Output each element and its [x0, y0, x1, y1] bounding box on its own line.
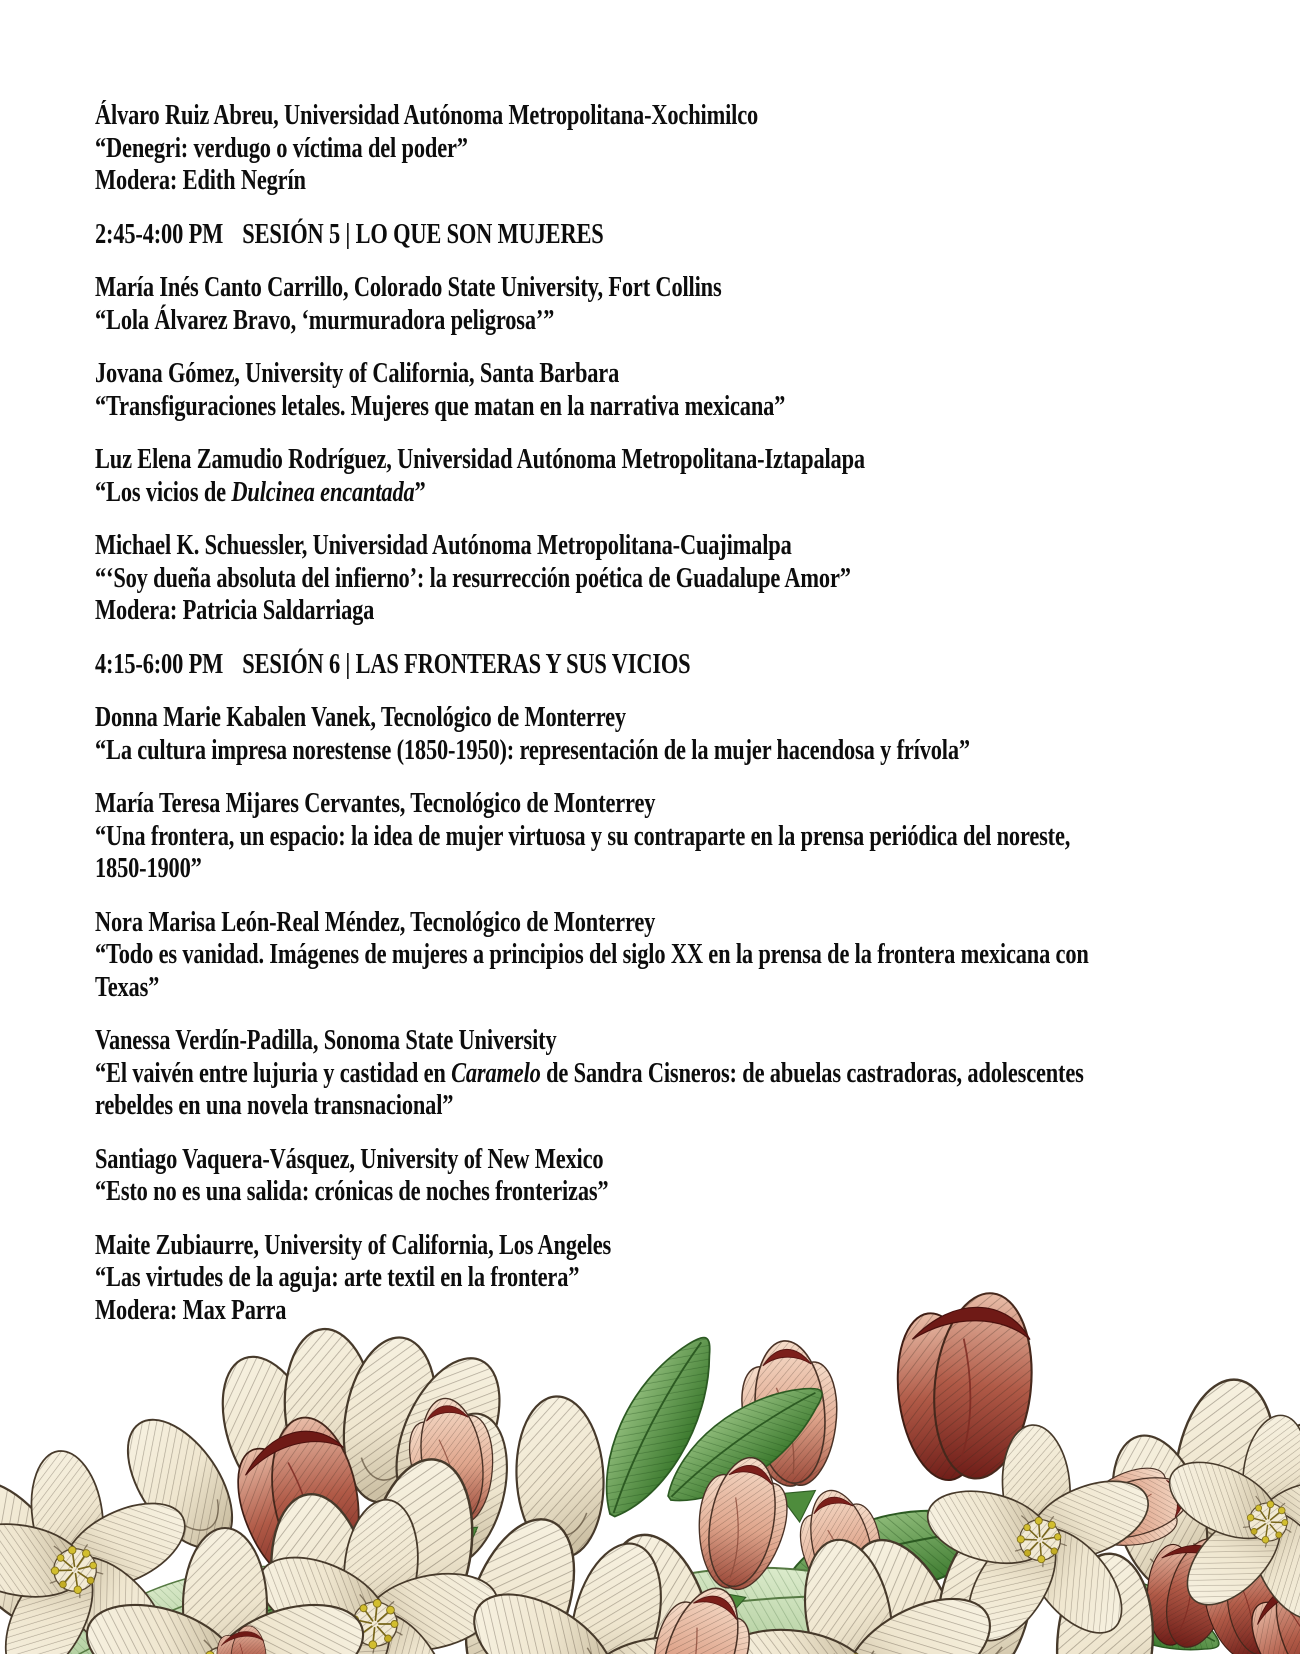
- botanical-illustration: [0, 1252, 1300, 1654]
- session-title: SESIÓN 5 | LO QUE SON MUJERES: [242, 218, 604, 250]
- entry-line: “Los vicios de Dulcinea encantada”: [95, 476, 426, 508]
- entry-line: Luz Elena Zamudio Rodríguez, Universidad Autónoma Metropolitana-Iztapalapa: [95, 444, 865, 475]
- entry-line: Álvaro Ruiz Abreu, Universidad Autónoma Metropolitana-Xochimilco: [95, 100, 759, 131]
- entry-line: Vanessa Verdín-Padilla, Sonoma State University: [95, 1025, 557, 1056]
- entry-line: “La cultura impresa norestense (1850-1950): representación de la mujer hacendosa y frívola”: [95, 734, 970, 766]
- program-entry: [95, 1025, 1300, 1123]
- entry-line: Santiago Vaquera-Vásquez, University of New Mexico: [95, 1143, 604, 1175]
- entry-line: Texas”: [95, 971, 160, 1003]
- entry-line: “Transfiguraciones letales. Mujeres que matan en la narrativa mexicana”: [95, 390, 786, 422]
- entry-line: Jovana Gómez, University of California, Santa Barbara: [95, 358, 620, 389]
- entry-line: rebeldes en una novela transnacional”: [95, 1090, 454, 1121]
- entry-line: “Una frontera, un espacio: la idea de mujer virtuosa y su contraparte en la prensa periódica del noreste,: [95, 820, 1071, 852]
- entry-line: Modera: Max Parra: [95, 1294, 287, 1326]
- entry-line: María Teresa Mijares Cervantes, Tecnológico de Monterrey: [95, 788, 656, 819]
- program-entry: [95, 358, 1300, 423]
- entry-line: Nora Marisa León-Real Méndez, Tecnológico de Monterrey: [95, 906, 656, 938]
- entry-line: Donna Marie Kabalen Vanek, Tecnológico de Monterrey: [95, 702, 626, 733]
- entry-line: “Denegri: verdugo o víctima del poder”: [95, 132, 468, 164]
- entry-line: “‘Soy dueña absoluta del infierno’: la resurrección poética de Guadalupe Amor”: [95, 562, 851, 594]
- entry-line: Maite Zubiaurre, University of California, Los Angeles: [95, 1229, 612, 1261]
- program-entry: [95, 444, 1300, 509]
- program-entry: [95, 530, 1300, 628]
- entry-line: “Lola Álvarez Bravo, ‘murmuradora peligrosa’”: [95, 304, 555, 336]
- program-entry: [95, 788, 1300, 886]
- entry-line: “Las virtudes de la aguja: arte textil en la frontera”: [95, 1262, 580, 1293]
- entry-line: “El vaivén entre lujuria y castidad en Caramelo de Sandra Cisneros: de abuelas castradoras, adolescentes: [95, 1057, 1084, 1089]
- entry-line: María Inés Canto Carrillo, Colorado State University, Fort Collins: [95, 272, 722, 303]
- program-entry: [95, 1144, 1300, 1209]
- entry-line: Modera: Edith Negrín: [95, 165, 306, 196]
- flower-band: [0, 1283, 1300, 1654]
- entry-line: 1850-1900”: [95, 853, 202, 884]
- session-time: 2:45-4:00 PM: [95, 218, 224, 250]
- program-entry: [95, 272, 1300, 337]
- entry-line: Michael K. Schuessler, Universidad Autónoma Metropolitana-Cuajimalpa: [95, 530, 792, 561]
- entry-line: Modera: Patricia Saldarriaga: [95, 595, 375, 626]
- session-heading: [95, 219, 1300, 252]
- program-entry: [95, 907, 1300, 1005]
- entry-line: “Todo es vanidad. Imágenes de mujeres a principios del siglo XX en la prensa de la frontera mexicana con: [95, 939, 1089, 970]
- program-blocks: [95, 100, 1300, 1348]
- session-heading: [95, 649, 1300, 682]
- program-entry: [95, 100, 1300, 198]
- entry-line: “Esto no es una salida: crónicas de noches fronterizas”: [95, 1176, 609, 1207]
- program-entry: [95, 702, 1300, 767]
- session-time: 4:15-6:00 PM: [95, 648, 224, 680]
- session-title: SESIÓN 6 | LAS FRONTERAS Y SUS VICIOS: [242, 648, 691, 680]
